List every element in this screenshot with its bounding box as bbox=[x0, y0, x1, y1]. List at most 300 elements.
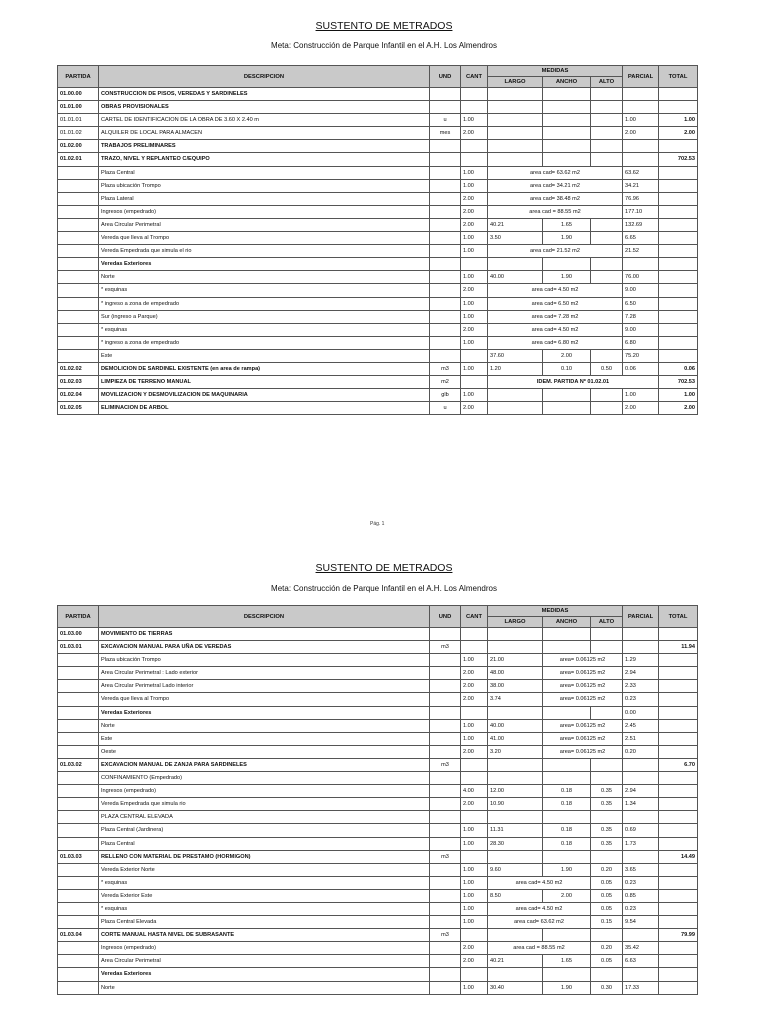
und-cell bbox=[430, 811, 461, 824]
cant-cell: 2.00 bbox=[461, 942, 488, 955]
table-row bbox=[58, 654, 698, 667]
descripcion-cell: ALQUILER DE LOCAL PARA ALMACEN bbox=[99, 127, 430, 140]
cant-cell bbox=[461, 88, 488, 101]
partida-cell: 01.01.00 bbox=[58, 101, 99, 114]
partida-cell bbox=[58, 837, 99, 850]
col-header-und: UND bbox=[430, 606, 461, 628]
parcial-cell: 1.34 bbox=[623, 798, 659, 811]
descripcion-cell: Este bbox=[99, 349, 430, 362]
und-cell bbox=[430, 323, 461, 336]
cant-cell: 1.00 bbox=[461, 916, 488, 929]
largo-cell bbox=[488, 968, 543, 981]
largo-cell: 41.00 bbox=[488, 732, 543, 745]
cant-cell: 2.00 bbox=[461, 402, 488, 415]
und-cell bbox=[430, 745, 461, 758]
total-cell bbox=[659, 706, 698, 719]
largo-cell: 48.00 bbox=[488, 667, 543, 680]
ancho-cell bbox=[543, 153, 591, 166]
partida-cell bbox=[58, 889, 99, 902]
table-row bbox=[58, 140, 698, 153]
total-cell: 2.00 bbox=[659, 402, 698, 415]
partida-cell bbox=[58, 955, 99, 968]
partida-cell bbox=[58, 271, 99, 284]
parcial-cell: 2.00 bbox=[623, 127, 659, 140]
total-cell bbox=[659, 654, 698, 667]
total-cell bbox=[659, 680, 698, 693]
area-cell: area cad= 6.50 m2 bbox=[488, 297, 623, 310]
und-cell bbox=[430, 863, 461, 876]
parcial-cell: 76.00 bbox=[623, 271, 659, 284]
cant-cell: 1.00 bbox=[461, 297, 488, 310]
largo-cell bbox=[488, 758, 543, 771]
und-cell bbox=[430, 297, 461, 310]
total-cell bbox=[659, 811, 698, 824]
cant-cell bbox=[461, 258, 488, 271]
descripcion-cell: Vereda que lleva al Trompo bbox=[99, 693, 430, 706]
table-row bbox=[58, 376, 698, 389]
largo-cell bbox=[488, 811, 543, 824]
largo-cell bbox=[488, 929, 543, 942]
parcial-cell: 132.69 bbox=[623, 218, 659, 231]
und-cell bbox=[430, 798, 461, 811]
parcial-cell: 2.51 bbox=[623, 732, 659, 745]
cant-cell bbox=[461, 140, 488, 153]
descripcion-cell: CARTEL DE IDENTIFICACION DE LA OBRA DE 3.60 X 2.40 m bbox=[99, 114, 430, 127]
cant-cell: 1.00 bbox=[461, 245, 488, 258]
cant-cell: 2.00 bbox=[461, 667, 488, 680]
descripcion-cell: Norte bbox=[99, 981, 430, 994]
cant-cell bbox=[461, 850, 488, 863]
cant-cell bbox=[461, 758, 488, 771]
area-cell: area cad = 88.55 m2 bbox=[488, 942, 591, 955]
alto-cell bbox=[591, 628, 623, 641]
und-cell bbox=[430, 628, 461, 641]
ancho-cell: 0.18 bbox=[543, 798, 591, 811]
descripcion-cell: TRAZO, NIVEL Y REPLANTEO C/EQUIPO bbox=[99, 153, 430, 166]
descripcion-cell: ELIMINACION DE ARBOL bbox=[99, 402, 430, 415]
descripcion-cell: Sur (ingreso a Parque) bbox=[99, 310, 430, 323]
table-row bbox=[58, 916, 698, 929]
total-cell bbox=[659, 876, 698, 889]
total-cell bbox=[659, 916, 698, 929]
table-row bbox=[58, 981, 698, 994]
und-cell bbox=[430, 192, 461, 205]
total-cell bbox=[659, 628, 698, 641]
largo-cell bbox=[488, 706, 543, 719]
largo-cell: 38.00 bbox=[488, 680, 543, 693]
descripcion-cell: CORTE MANUAL HASTA NIVEL DE SUBRASANTE bbox=[99, 929, 430, 942]
partida-cell bbox=[58, 205, 99, 218]
col-header-largo: LARGO bbox=[488, 77, 543, 88]
total-cell: 6.70 bbox=[659, 758, 698, 771]
und-cell bbox=[430, 837, 461, 850]
alto-cell bbox=[591, 114, 623, 127]
area-cell: area cad= 6.80 m2 bbox=[488, 336, 623, 349]
table-row bbox=[58, 284, 698, 297]
total-cell bbox=[659, 732, 698, 745]
alto-cell bbox=[591, 968, 623, 981]
und-cell bbox=[430, 955, 461, 968]
col-header-alto: ALTO bbox=[591, 77, 623, 88]
col-header-descripcion: DESCRIPCION bbox=[99, 606, 430, 628]
descripcion-cell: CONSTRUCCION DE PISOS, VEREDAS Y SARDINELES bbox=[99, 88, 430, 101]
parcial-cell: 0.20 bbox=[623, 745, 659, 758]
table-row bbox=[58, 955, 698, 968]
meta-line: Meta: Construcción de Parque Infantil en el A.H. Los Almendros bbox=[271, 41, 497, 50]
table-row bbox=[58, 863, 698, 876]
largo-cell: 3.74 bbox=[488, 693, 543, 706]
cant-cell: 1.00 bbox=[461, 654, 488, 667]
cant-cell: 1.00 bbox=[461, 719, 488, 732]
table-row bbox=[58, 745, 698, 758]
cant-cell: 1.00 bbox=[461, 179, 488, 192]
und-cell bbox=[430, 706, 461, 719]
cant-cell: 1.00 bbox=[461, 863, 488, 876]
ancho-cell bbox=[543, 127, 591, 140]
partida-cell bbox=[58, 349, 99, 362]
parcial-cell: 0.00 bbox=[623, 706, 659, 719]
table-row bbox=[58, 114, 698, 127]
table-row bbox=[58, 336, 698, 349]
und-cell bbox=[430, 88, 461, 101]
partida-cell bbox=[58, 218, 99, 231]
largo-cell: 40.00 bbox=[488, 719, 543, 732]
descripcion-cell: * esquinas bbox=[99, 323, 430, 336]
alto-cell bbox=[591, 258, 623, 271]
und-cell bbox=[430, 153, 461, 166]
area-cell: area cad= 4.50 m2 bbox=[488, 323, 623, 336]
total-cell bbox=[659, 271, 698, 284]
und-cell bbox=[430, 680, 461, 693]
und-cell bbox=[430, 284, 461, 297]
parcial-cell: 9.00 bbox=[623, 284, 659, 297]
table-row bbox=[58, 798, 698, 811]
und-cell bbox=[430, 785, 461, 798]
descripcion-cell: Ingresos (empedrado) bbox=[99, 205, 430, 218]
total-cell: 1.00 bbox=[659, 114, 698, 127]
cant-cell bbox=[461, 349, 488, 362]
parcial-cell: 2.00 bbox=[623, 402, 659, 415]
col-header-ancho: ANCHO bbox=[543, 617, 591, 628]
partida-cell bbox=[58, 179, 99, 192]
cant-cell: 2.00 bbox=[461, 680, 488, 693]
und-cell: mes bbox=[430, 127, 461, 140]
descripcion-cell: Vereda Empedrada que simula rio bbox=[99, 798, 430, 811]
cant-cell: 2.00 bbox=[461, 693, 488, 706]
table-row bbox=[58, 876, 698, 889]
und-cell: m3 bbox=[430, 929, 461, 942]
table-row bbox=[58, 218, 698, 231]
ancho-cell bbox=[543, 811, 591, 824]
parcial-cell: 3.65 bbox=[623, 863, 659, 876]
descripcion-cell: TRABAJOS PRELIMINARES bbox=[99, 140, 430, 153]
alto-cell bbox=[591, 101, 623, 114]
ancho-cell: 1.90 bbox=[543, 271, 591, 284]
ancho-cell: 1.90 bbox=[543, 232, 591, 245]
ancho-cell bbox=[543, 402, 591, 415]
und-cell: m3 bbox=[430, 850, 461, 863]
total-cell bbox=[659, 88, 698, 101]
ancho-cell bbox=[543, 758, 591, 771]
cant-cell: 1.00 bbox=[461, 166, 488, 179]
cant-cell: 1.00 bbox=[461, 232, 488, 245]
total-cell bbox=[659, 837, 698, 850]
table-row bbox=[58, 101, 698, 114]
partida-cell bbox=[58, 232, 99, 245]
und-cell: m3 bbox=[430, 641, 461, 654]
und-cell bbox=[430, 968, 461, 981]
parcial-cell: 6.80 bbox=[623, 336, 659, 349]
alto-cell bbox=[591, 850, 623, 863]
und-cell bbox=[430, 667, 461, 680]
largo-cell: 3.50 bbox=[488, 232, 543, 245]
und-cell bbox=[430, 719, 461, 732]
und-cell bbox=[430, 876, 461, 889]
descripcion-cell: Vereda Exterior Norte bbox=[99, 863, 430, 876]
descripcion-cell: Plaza ubicación Trompo bbox=[99, 654, 430, 667]
area-cell: area cad= 21.52 m2 bbox=[488, 245, 623, 258]
area-cell: area cad= 34.21 m2 bbox=[488, 179, 623, 192]
total-cell: 11.94 bbox=[659, 641, 698, 654]
table-row bbox=[58, 785, 698, 798]
parcial-cell: 75.20 bbox=[623, 349, 659, 362]
table-row bbox=[58, 166, 698, 179]
largo-cell: 30.40 bbox=[488, 981, 543, 994]
cant-cell: 1.00 bbox=[461, 271, 488, 284]
table-row bbox=[58, 245, 698, 258]
und-cell bbox=[430, 140, 461, 153]
table-row bbox=[58, 693, 698, 706]
page-2 bbox=[0, 540, 768, 1024]
total-cell: 1.00 bbox=[659, 389, 698, 402]
partida-cell bbox=[58, 310, 99, 323]
total-cell bbox=[659, 889, 698, 902]
area-cell: area cad= 4.50 m2 bbox=[488, 284, 623, 297]
alto-cell bbox=[591, 127, 623, 140]
total-cell bbox=[659, 245, 698, 258]
alto-cell: 0.05 bbox=[591, 955, 623, 968]
total-cell: 702.53 bbox=[659, 376, 698, 389]
partida-cell: 01.01.02 bbox=[58, 127, 99, 140]
cant-cell: 1.00 bbox=[461, 732, 488, 745]
table-row bbox=[58, 706, 698, 719]
descripcion-cell: Plaza Central bbox=[99, 837, 430, 850]
und-cell bbox=[430, 245, 461, 258]
parcial-cell bbox=[623, 641, 659, 654]
total-cell bbox=[659, 942, 698, 955]
largo-cell bbox=[488, 850, 543, 863]
parcial-cell: 7.28 bbox=[623, 310, 659, 323]
descripcion-cell: Plaza Central bbox=[99, 166, 430, 179]
table-row bbox=[58, 929, 698, 942]
partida-cell bbox=[58, 732, 99, 745]
col-header-alto: ALTO bbox=[591, 617, 623, 628]
descripcion-cell: OBRAS PROVISIONALES bbox=[99, 101, 430, 114]
largo-cell: 11.31 bbox=[488, 824, 543, 837]
descripcion-cell: Vereda Exterior Este bbox=[99, 889, 430, 902]
col-header-cant: CANT bbox=[461, 66, 488, 88]
und-cell bbox=[430, 981, 461, 994]
alto-cell: 0.20 bbox=[591, 863, 623, 876]
ancho-cell: 1.90 bbox=[543, 981, 591, 994]
alto-cell: 0.20 bbox=[591, 942, 623, 955]
total-cell bbox=[659, 349, 698, 362]
parcial-cell bbox=[623, 929, 659, 942]
total-cell bbox=[659, 745, 698, 758]
alto-cell bbox=[591, 758, 623, 771]
table-row bbox=[58, 297, 698, 310]
ancho-cell: 2.00 bbox=[543, 349, 591, 362]
area-cell: area= 0.06125 m2 bbox=[543, 654, 623, 667]
alto-cell: 0.35 bbox=[591, 785, 623, 798]
table-row bbox=[58, 732, 698, 745]
ancho-cell bbox=[543, 88, 591, 101]
col-header-medidas: MEDIDAS bbox=[488, 66, 623, 77]
partida-cell bbox=[58, 680, 99, 693]
und-cell bbox=[430, 179, 461, 192]
parcial-cell: 2.94 bbox=[623, 667, 659, 680]
total-cell bbox=[659, 297, 698, 310]
cant-cell bbox=[461, 706, 488, 719]
descripcion-cell: MOVILIZACION Y DESMOVILIZACION DE MAQUINARIA bbox=[99, 389, 430, 402]
und-cell bbox=[430, 693, 461, 706]
und-cell: glb bbox=[430, 389, 461, 402]
descripcion-cell: Plaza Central Elevada bbox=[99, 916, 430, 929]
und-cell bbox=[430, 258, 461, 271]
table-row bbox=[58, 349, 698, 362]
ancho-cell: 0.18 bbox=[543, 785, 591, 798]
col-header-parcial: PARCIAL bbox=[623, 606, 659, 628]
descripcion-cell: Veredas Exteriores bbox=[99, 258, 430, 271]
idem-cell: IDEM. PARTIDA Nº 01.02.01 bbox=[488, 376, 659, 389]
descripcion-cell: PLAZA CENTRAL ELEVADA bbox=[99, 811, 430, 824]
table-row bbox=[58, 824, 698, 837]
header-row bbox=[58, 606, 698, 617]
partida-cell bbox=[58, 297, 99, 310]
alto-cell: 0.05 bbox=[591, 902, 623, 915]
descripcion-cell: Este bbox=[99, 732, 430, 745]
und-cell bbox=[430, 101, 461, 114]
descripcion-cell: Area Circular Perimetral bbox=[99, 955, 430, 968]
parcial-cell: 6.63 bbox=[623, 955, 659, 968]
parcial-cell: 0.06 bbox=[623, 362, 659, 375]
und-cell bbox=[430, 166, 461, 179]
cant-cell: 1.00 bbox=[461, 336, 488, 349]
total-cell bbox=[659, 785, 698, 798]
und-cell bbox=[430, 271, 461, 284]
partida-cell: 01.03.03 bbox=[58, 850, 99, 863]
descripcion-cell: Area Circular Perimetral : Lado exterior bbox=[99, 667, 430, 680]
table-row bbox=[58, 127, 698, 140]
parcial-cell bbox=[623, 628, 659, 641]
descripcion-cell: Norte bbox=[99, 271, 430, 284]
ancho-cell bbox=[543, 968, 591, 981]
parcial-cell: 63.62 bbox=[623, 166, 659, 179]
parcial-cell: 1.00 bbox=[623, 389, 659, 402]
descripcion-cell: Ingresos (empedrado) bbox=[99, 942, 430, 955]
descripcion-cell: CONFINAMIENTO (Empedrado) bbox=[99, 772, 430, 785]
total-cell bbox=[659, 166, 698, 179]
area-cell: area cad= 38.48 m2 bbox=[488, 192, 623, 205]
descripcion-cell: EXCAVACION MANUAL PARA UÑA DE VEREDAS bbox=[99, 641, 430, 654]
partida-cell: 01.03.00 bbox=[58, 628, 99, 641]
total-cell bbox=[659, 284, 698, 297]
largo-cell: 40.21 bbox=[488, 218, 543, 231]
partida-cell bbox=[58, 166, 99, 179]
page-number: Pág. 1 bbox=[370, 521, 385, 527]
descripcion-cell: Vereda que lleva al Trompo bbox=[99, 232, 430, 245]
total-cell bbox=[659, 323, 698, 336]
ancho-cell: 1.65 bbox=[543, 955, 591, 968]
ancho-cell bbox=[543, 641, 591, 654]
total-cell bbox=[659, 955, 698, 968]
cant-cell bbox=[461, 929, 488, 942]
total-cell bbox=[659, 772, 698, 785]
descripcion-cell: Veredas Exteriores bbox=[99, 706, 430, 719]
partida-cell: 01.02.04 bbox=[58, 389, 99, 402]
area-cell: area cad= 63.62 m2 bbox=[488, 166, 623, 179]
total-cell: 79.99 bbox=[659, 929, 698, 942]
descripcion-cell: * esquinas bbox=[99, 902, 430, 915]
largo-cell: 40.00 bbox=[488, 271, 543, 284]
descripcion-cell: Area Circular Perimetral bbox=[99, 218, 430, 231]
alto-cell bbox=[591, 271, 623, 284]
parcial-cell: 9.00 bbox=[623, 323, 659, 336]
und-cell bbox=[430, 232, 461, 245]
total-cell bbox=[659, 101, 698, 114]
cant-cell: 2.00 bbox=[461, 192, 488, 205]
partida-cell: 01.02.00 bbox=[58, 140, 99, 153]
ancho-cell bbox=[543, 101, 591, 114]
total-cell bbox=[659, 719, 698, 732]
largo-cell: 21.00 bbox=[488, 654, 543, 667]
alto-cell: 0.35 bbox=[591, 824, 623, 837]
und-cell bbox=[430, 916, 461, 929]
total-cell: 0.06 bbox=[659, 362, 698, 375]
cant-cell: 4.00 bbox=[461, 785, 488, 798]
parcial-cell bbox=[623, 811, 659, 824]
total-cell: 14.49 bbox=[659, 850, 698, 863]
partida-cell bbox=[58, 785, 99, 798]
alto-cell: 0.05 bbox=[591, 889, 623, 902]
partida-cell bbox=[58, 902, 99, 915]
col-header-largo: LARGO bbox=[488, 617, 543, 628]
table-row bbox=[58, 942, 698, 955]
col-header-und: UND bbox=[430, 66, 461, 88]
meta-line: Meta: Construcción de Parque Infantil en el A.H. Los Almendros bbox=[271, 584, 497, 593]
col-header-partida: PARTIDA bbox=[58, 66, 99, 88]
col-header-parcial: PARCIAL bbox=[623, 66, 659, 88]
und-cell bbox=[430, 336, 461, 349]
table-row bbox=[58, 362, 698, 375]
partida-cell bbox=[58, 323, 99, 336]
table-row bbox=[58, 889, 698, 902]
partida-cell bbox=[58, 719, 99, 732]
col-header-medidas: MEDIDAS bbox=[488, 606, 623, 617]
table-row bbox=[58, 205, 698, 218]
parcial-cell bbox=[623, 258, 659, 271]
cant-cell: 1.00 bbox=[461, 389, 488, 402]
descripcion-cell: RELLENO CON MATERIAL DE PRESTAMO (HORMIGON) bbox=[99, 850, 430, 863]
alto-cell: 0.30 bbox=[591, 981, 623, 994]
area-cell: area cad= 7.28 m2 bbox=[488, 310, 623, 323]
alto-cell bbox=[591, 641, 623, 654]
table-row bbox=[58, 719, 698, 732]
descripcion-cell: * ingreso a zona de empedrado bbox=[99, 297, 430, 310]
largo-cell bbox=[488, 402, 543, 415]
ancho-cell: 1.90 bbox=[543, 863, 591, 876]
und-cell bbox=[430, 349, 461, 362]
